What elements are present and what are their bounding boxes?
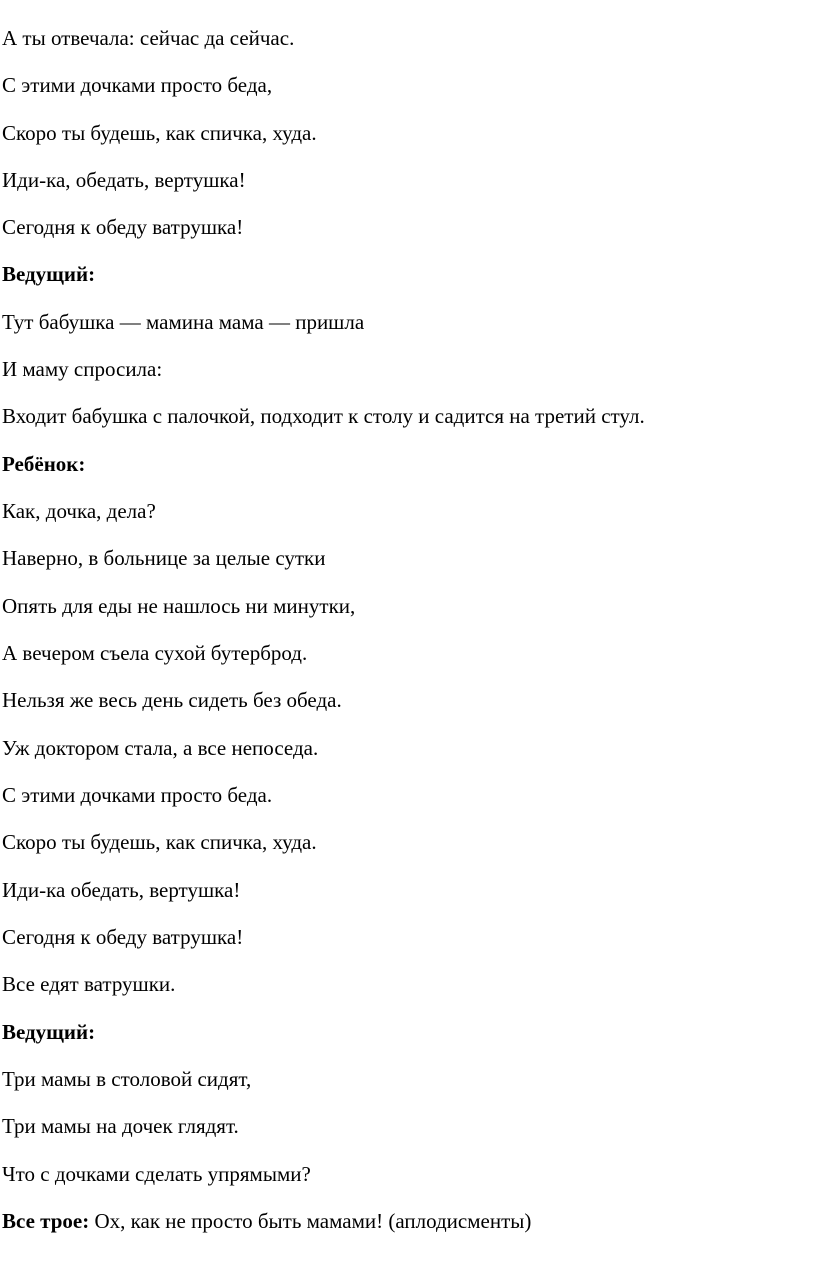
text-line: Иди-ка, обедать, вертушка! (2, 168, 246, 192)
text-line: Что с дочками сделать упрямыми? (2, 1162, 311, 1186)
text-line: Нельзя же весь день сидеть без обеда. (2, 688, 342, 712)
text-line: Как, дочка, дела? (2, 499, 156, 523)
text-line: Тут бабушка — мамина мама — пришла (2, 310, 365, 334)
text-line: С этими дочками просто беда, (2, 73, 273, 97)
text-line: Сегодня к обеду ватрушка! (2, 925, 244, 949)
text-line: Скоро ты будешь, как спичка, худа. (2, 830, 317, 854)
final-text: Ох, как не просто быть мамами! (аплодисменты) (89, 1209, 532, 1233)
text-line: Три мамы на дочек глядят. (2, 1114, 239, 1138)
speaker-heading: Ведущий: (2, 262, 96, 286)
stage-direction: Входит бабушка с палочкой, подходит к столу и садится на третий стул. (2, 404, 645, 428)
text-line: Сегодня к обеду ватрушка! (2, 215, 244, 239)
text-line: И маму спросила: (2, 357, 163, 381)
speaker-heading: Ребёнок: (2, 452, 86, 476)
final-line (2, 1209, 531, 1233)
text-line: А вечером съела сухой бутерброд. (2, 641, 308, 665)
final-speaker: Все трое: (2, 1209, 90, 1233)
speaker-heading: Ведущий: (2, 1020, 96, 1044)
text-line: Опять для еды не нашлось ни минутки, (2, 594, 356, 618)
text-line: Скоро ты будешь, как спичка, худа. (2, 121, 317, 145)
text-line: С этими дочками просто беда. (2, 783, 273, 807)
text-line: Уж доктором стала, а все непоседа. (2, 736, 319, 760)
text-line: Наверно, в больнице за целые сутки (2, 546, 326, 570)
text-line: Иди-ка обедать, вертушка! (2, 878, 241, 902)
stage-direction: Все едят ватрушки. (2, 972, 176, 996)
text-line: Три мамы в столовой сидят, (2, 1067, 252, 1091)
text-line: А ты отвечала: сейчас да сейчас. (2, 26, 295, 50)
